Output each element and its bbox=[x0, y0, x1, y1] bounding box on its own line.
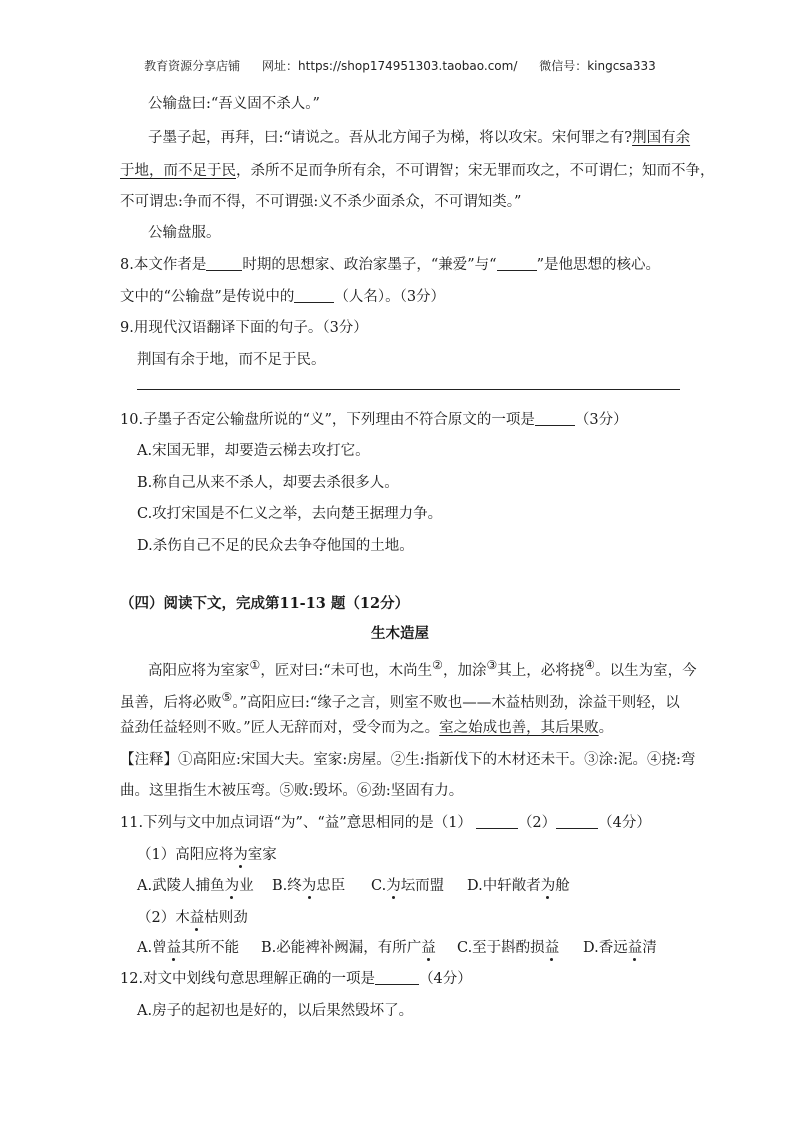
option-a: A.房子的起初也是好的，以后果然毁坏了。 bbox=[137, 1003, 414, 1019]
passage-line: 虽善，后将必败⑤。”高阳应曰:“缘子之言，则室不败也——木益枯则劲，涂益干则轻，以 bbox=[120, 690, 680, 711]
answer-blank[interactable] bbox=[497, 256, 537, 271]
options-row-2 bbox=[137, 938, 657, 958]
option-a: A.武陵人捕鱼为业 bbox=[137, 878, 254, 894]
passage-line: 公输盘服。 bbox=[148, 225, 221, 241]
section-heading: （四）阅读下文，完成第11-13 题（12分） bbox=[120, 595, 410, 612]
question-10: 10.子墨子否定公输盘所说的“义”，下列理由不符合原文的一项是 （3分） bbox=[120, 412, 628, 428]
answer-blank[interactable] bbox=[556, 814, 598, 829]
option-d: D.中轩敞者为舱 bbox=[467, 878, 570, 894]
answer-blank[interactable] bbox=[375, 970, 419, 985]
sub-question-1: （1）高阳应将为室家 bbox=[137, 847, 277, 863]
option-c: C.攻打宋国是不仁义之举，去向楚王据理力争。 bbox=[137, 506, 443, 522]
answer-blank[interactable] bbox=[206, 256, 242, 271]
option-d: D.杀伤自己不足的民众去争夺他国的土地。 bbox=[137, 538, 414, 554]
sub-question-2: （2）木益枯则劲 bbox=[137, 910, 248, 926]
annotation: 曲。这里指生木被压弯。⑤败:毁坏。⑥劲:坚固有力。 bbox=[120, 783, 464, 799]
option-d: D.香远益清 bbox=[583, 940, 657, 956]
option-a: A.宋国无罪，却要造云梯去攻打它。 bbox=[137, 443, 370, 459]
option-a: A.曾益其所不能 bbox=[137, 940, 240, 956]
question-8-cont: 文中的“公输盘”是传说中的 （人名）。（3分） bbox=[120, 289, 446, 305]
underlined-sentence: 室之始成也善，其后果败 bbox=[439, 720, 599, 736]
answer-line[interactable] bbox=[137, 389, 680, 390]
option-c: C.为坛而盟 bbox=[371, 878, 445, 894]
page-header bbox=[0, 57, 800, 74]
passage-line: 公输盘曰:“吾义固不杀人。” bbox=[148, 96, 320, 112]
passage-line: 高阳应将为室家①，匠对曰:“未可也，木尚生②，加涂③其上，必将挠④。以生为室，今 bbox=[148, 658, 697, 679]
shop-url: 网址：https://shop174951303.taobao.com/ bbox=[262, 59, 518, 73]
underlined-sentence: 荆国有余 bbox=[632, 130, 691, 146]
answer-blank[interactable] bbox=[294, 288, 334, 303]
question-8: 8.本文作者是 时期的思想家、政治家墨子，“兼爱”与“ ”是他思想的核心。 bbox=[120, 257, 661, 273]
option-b: B.必能裨补阙漏，有所广益 bbox=[261, 940, 436, 956]
answer-blank[interactable] bbox=[476, 814, 518, 829]
underlined-sentence: 于地，而不足于民 bbox=[120, 163, 236, 179]
option-b: B.终为忠臣 bbox=[272, 878, 346, 894]
translate-sentence: 荆国有余于地，而不足于民。 bbox=[137, 352, 326, 368]
passage-title: 生木造屋 bbox=[371, 625, 429, 642]
answer-blank[interactable] bbox=[535, 411, 575, 426]
dotted-word: 为 bbox=[233, 847, 248, 863]
question-11: 11.下列与文中加点词语“为”、“益”意思相同的是（1） （2） （4分） bbox=[120, 815, 651, 831]
shop-name: 教育资源分享店铺 bbox=[144, 59, 241, 73]
passage-line: 于地，而不足于民，杀所不足而争所有余，不可谓智；宋无罪而攻之，不可谓仁；知而不争， bbox=[120, 163, 715, 179]
question-9: 9.用现代汉语翻译下面的句子。（3分） bbox=[120, 320, 368, 336]
passage-line: 益劲任益轻则不败。”匠人无辞而对，受令而为之。室之始成也善，其后果败。 bbox=[120, 720, 614, 736]
passage-line: 子墨子起，再拜，曰:“请说之。吾从北方闻子为梯，将以攻宋。宋何罪之有?荆国有余 bbox=[148, 130, 691, 146]
question-12: 12.对文中划线句意思理解正确的一项是 （4分） bbox=[120, 971, 472, 987]
options-row-1 bbox=[137, 876, 570, 896]
dotted-word: 益 bbox=[189, 910, 205, 926]
option-b: B.称自己从来不杀人，却要去杀很多人。 bbox=[137, 475, 399, 491]
option-c: C.至于斟酌损益 bbox=[457, 940, 560, 956]
passage-line: 不可谓忠:争而不得，不可谓强:义不杀少面杀众，不可谓知类。” bbox=[120, 194, 522, 210]
wechat-id: 微信号：kingcsa333 bbox=[539, 59, 656, 73]
annotation: 【注释】①高阳应:宋国大夫。室家:房屋。②生:指新伐下的木材还未干。③涂:泥。④挠:弯 bbox=[120, 752, 696, 768]
